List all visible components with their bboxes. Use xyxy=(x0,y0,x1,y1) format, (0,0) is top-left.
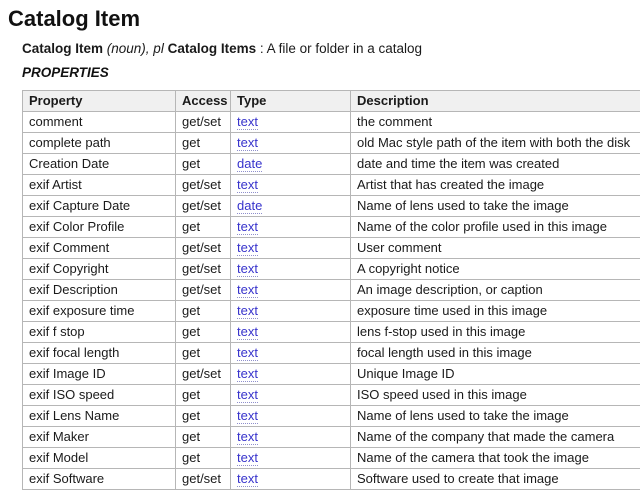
type-link[interactable]: text xyxy=(237,450,258,466)
page-title: Catalog Item xyxy=(8,6,640,32)
access-cell: get/set xyxy=(176,112,231,133)
type-cell xyxy=(231,217,351,238)
type-link[interactable]: text xyxy=(237,114,258,130)
type-link[interactable]: date xyxy=(237,156,262,172)
type-link[interactable]: text xyxy=(237,408,258,424)
type-link[interactable]: text xyxy=(237,135,258,151)
type-cell xyxy=(231,406,351,427)
property-name-cell: exif Software xyxy=(23,469,176,490)
type-link[interactable]: text xyxy=(237,282,258,298)
property-name-cell: exif exposure time xyxy=(23,301,176,322)
access-cell: get/set xyxy=(176,259,231,280)
type-cell xyxy=(231,469,351,490)
type-link[interactable]: date xyxy=(237,198,262,214)
column-header-access: Access xyxy=(176,91,231,112)
property-name-cell: exif focal length xyxy=(23,343,176,364)
access-cell: get/set xyxy=(176,469,231,490)
type-cell xyxy=(231,343,351,364)
table-row xyxy=(23,427,640,448)
definition-description: : A file or folder in a catalog xyxy=(260,41,422,56)
table-row xyxy=(23,448,640,469)
type-link[interactable]: text xyxy=(237,345,258,361)
property-name-cell: exif Description xyxy=(23,280,176,301)
description-cell: Artist that has created the image xyxy=(351,175,640,196)
definition-noun-label: (noun), pl xyxy=(107,41,164,56)
description-cell: ISO speed used in this image xyxy=(351,385,640,406)
table-row xyxy=(23,280,640,301)
type-cell xyxy=(231,196,351,217)
type-link[interactable]: text xyxy=(237,387,258,403)
property-name-cell: complete path xyxy=(23,133,176,154)
access-cell: get xyxy=(176,448,231,469)
table-row xyxy=(23,154,640,175)
access-cell: get xyxy=(176,217,231,238)
type-cell xyxy=(231,280,351,301)
type-link[interactable]: text xyxy=(237,429,258,445)
property-name-cell: exif Color Profile xyxy=(23,217,176,238)
table-row xyxy=(23,343,640,364)
type-link[interactable]: text xyxy=(237,366,258,382)
type-link[interactable]: text xyxy=(237,261,258,277)
definition-line xyxy=(22,41,640,57)
table-row xyxy=(23,301,640,322)
table-row xyxy=(23,385,640,406)
access-cell: get xyxy=(176,427,231,448)
property-name-cell: comment xyxy=(23,112,176,133)
type-cell xyxy=(231,238,351,259)
description-cell: old Mac style path of the item with both the disk xyxy=(351,133,640,154)
property-name-cell: exif Comment xyxy=(23,238,176,259)
type-cell xyxy=(231,175,351,196)
access-cell: get xyxy=(176,385,231,406)
type-cell xyxy=(231,259,351,280)
property-name-cell: exif Copyright xyxy=(23,259,176,280)
access-cell: get/set xyxy=(176,196,231,217)
property-name-cell: exif Artist xyxy=(23,175,176,196)
property-name-cell: exif Image ID xyxy=(23,364,176,385)
table-row xyxy=(23,133,640,154)
type-cell xyxy=(231,154,351,175)
type-cell xyxy=(231,385,351,406)
table-row xyxy=(23,322,640,343)
column-header-description: Description xyxy=(351,91,640,112)
description-cell: Name of the camera that took the image xyxy=(351,448,640,469)
description-cell: Name of lens used to take the image xyxy=(351,406,640,427)
type-cell xyxy=(231,301,351,322)
access-cell: get xyxy=(176,154,231,175)
access-cell: get xyxy=(176,343,231,364)
property-name-cell: exif ISO speed xyxy=(23,385,176,406)
access-cell: get xyxy=(176,133,231,154)
property-name-cell: exif Maker xyxy=(23,427,176,448)
description-cell: Software used to create that image xyxy=(351,469,640,490)
type-link[interactable]: text xyxy=(237,303,258,319)
property-name-cell: exif Capture Date xyxy=(23,196,176,217)
description-cell: User comment xyxy=(351,238,640,259)
table-row xyxy=(23,175,640,196)
type-cell xyxy=(231,133,351,154)
table-row xyxy=(23,112,640,133)
table-header-row xyxy=(23,91,640,112)
table-row xyxy=(23,217,640,238)
access-cell: get/set xyxy=(176,364,231,385)
description-cell: lens f-stop used in this image xyxy=(351,322,640,343)
description-cell: Name of the color profile used in this image xyxy=(351,217,640,238)
property-name-cell: exif Model xyxy=(23,448,176,469)
type-link[interactable]: text xyxy=(237,219,258,235)
description-cell: An image description, or caption xyxy=(351,280,640,301)
description-cell: the comment xyxy=(351,112,640,133)
definition-term: Catalog Item xyxy=(22,41,103,56)
type-cell xyxy=(231,427,351,448)
properties-section-heading: PROPERTIES xyxy=(22,65,640,81)
type-link[interactable]: text xyxy=(237,177,258,193)
table-row xyxy=(23,238,640,259)
description-cell: focal length used in this image xyxy=(351,343,640,364)
description-cell: A copyright notice xyxy=(351,259,640,280)
type-cell xyxy=(231,322,351,343)
access-cell: get xyxy=(176,322,231,343)
type-link[interactable]: text xyxy=(237,240,258,256)
access-cell: get xyxy=(176,301,231,322)
type-cell xyxy=(231,112,351,133)
properties-table xyxy=(22,90,640,490)
table-row xyxy=(23,259,640,280)
access-cell: get/set xyxy=(176,238,231,259)
type-link[interactable]: text xyxy=(237,471,258,487)
table-row xyxy=(23,196,640,217)
table-row xyxy=(23,469,640,490)
access-cell: get/set xyxy=(176,280,231,301)
property-name-cell: exif Lens Name xyxy=(23,406,176,427)
description-cell: date and time the item was created xyxy=(351,154,640,175)
definition-plural: Catalog Items xyxy=(168,41,257,56)
type-cell xyxy=(231,448,351,469)
access-cell: get/set xyxy=(176,175,231,196)
property-name-cell: Creation Date xyxy=(23,154,176,175)
type-cell xyxy=(231,364,351,385)
description-cell: Name of lens used to take the image xyxy=(351,196,640,217)
access-cell: get xyxy=(176,406,231,427)
column-header-type: Type xyxy=(231,91,351,112)
description-cell: Name of the company that made the camera xyxy=(351,427,640,448)
type-link[interactable]: text xyxy=(237,324,258,340)
table-row xyxy=(23,364,640,385)
description-cell: Unique Image ID xyxy=(351,364,640,385)
column-header-property: Property xyxy=(23,91,176,112)
properties-table-body xyxy=(23,112,640,490)
table-row xyxy=(23,406,640,427)
description-cell: exposure time used in this image xyxy=(351,301,640,322)
property-name-cell: exif f stop xyxy=(23,322,176,343)
